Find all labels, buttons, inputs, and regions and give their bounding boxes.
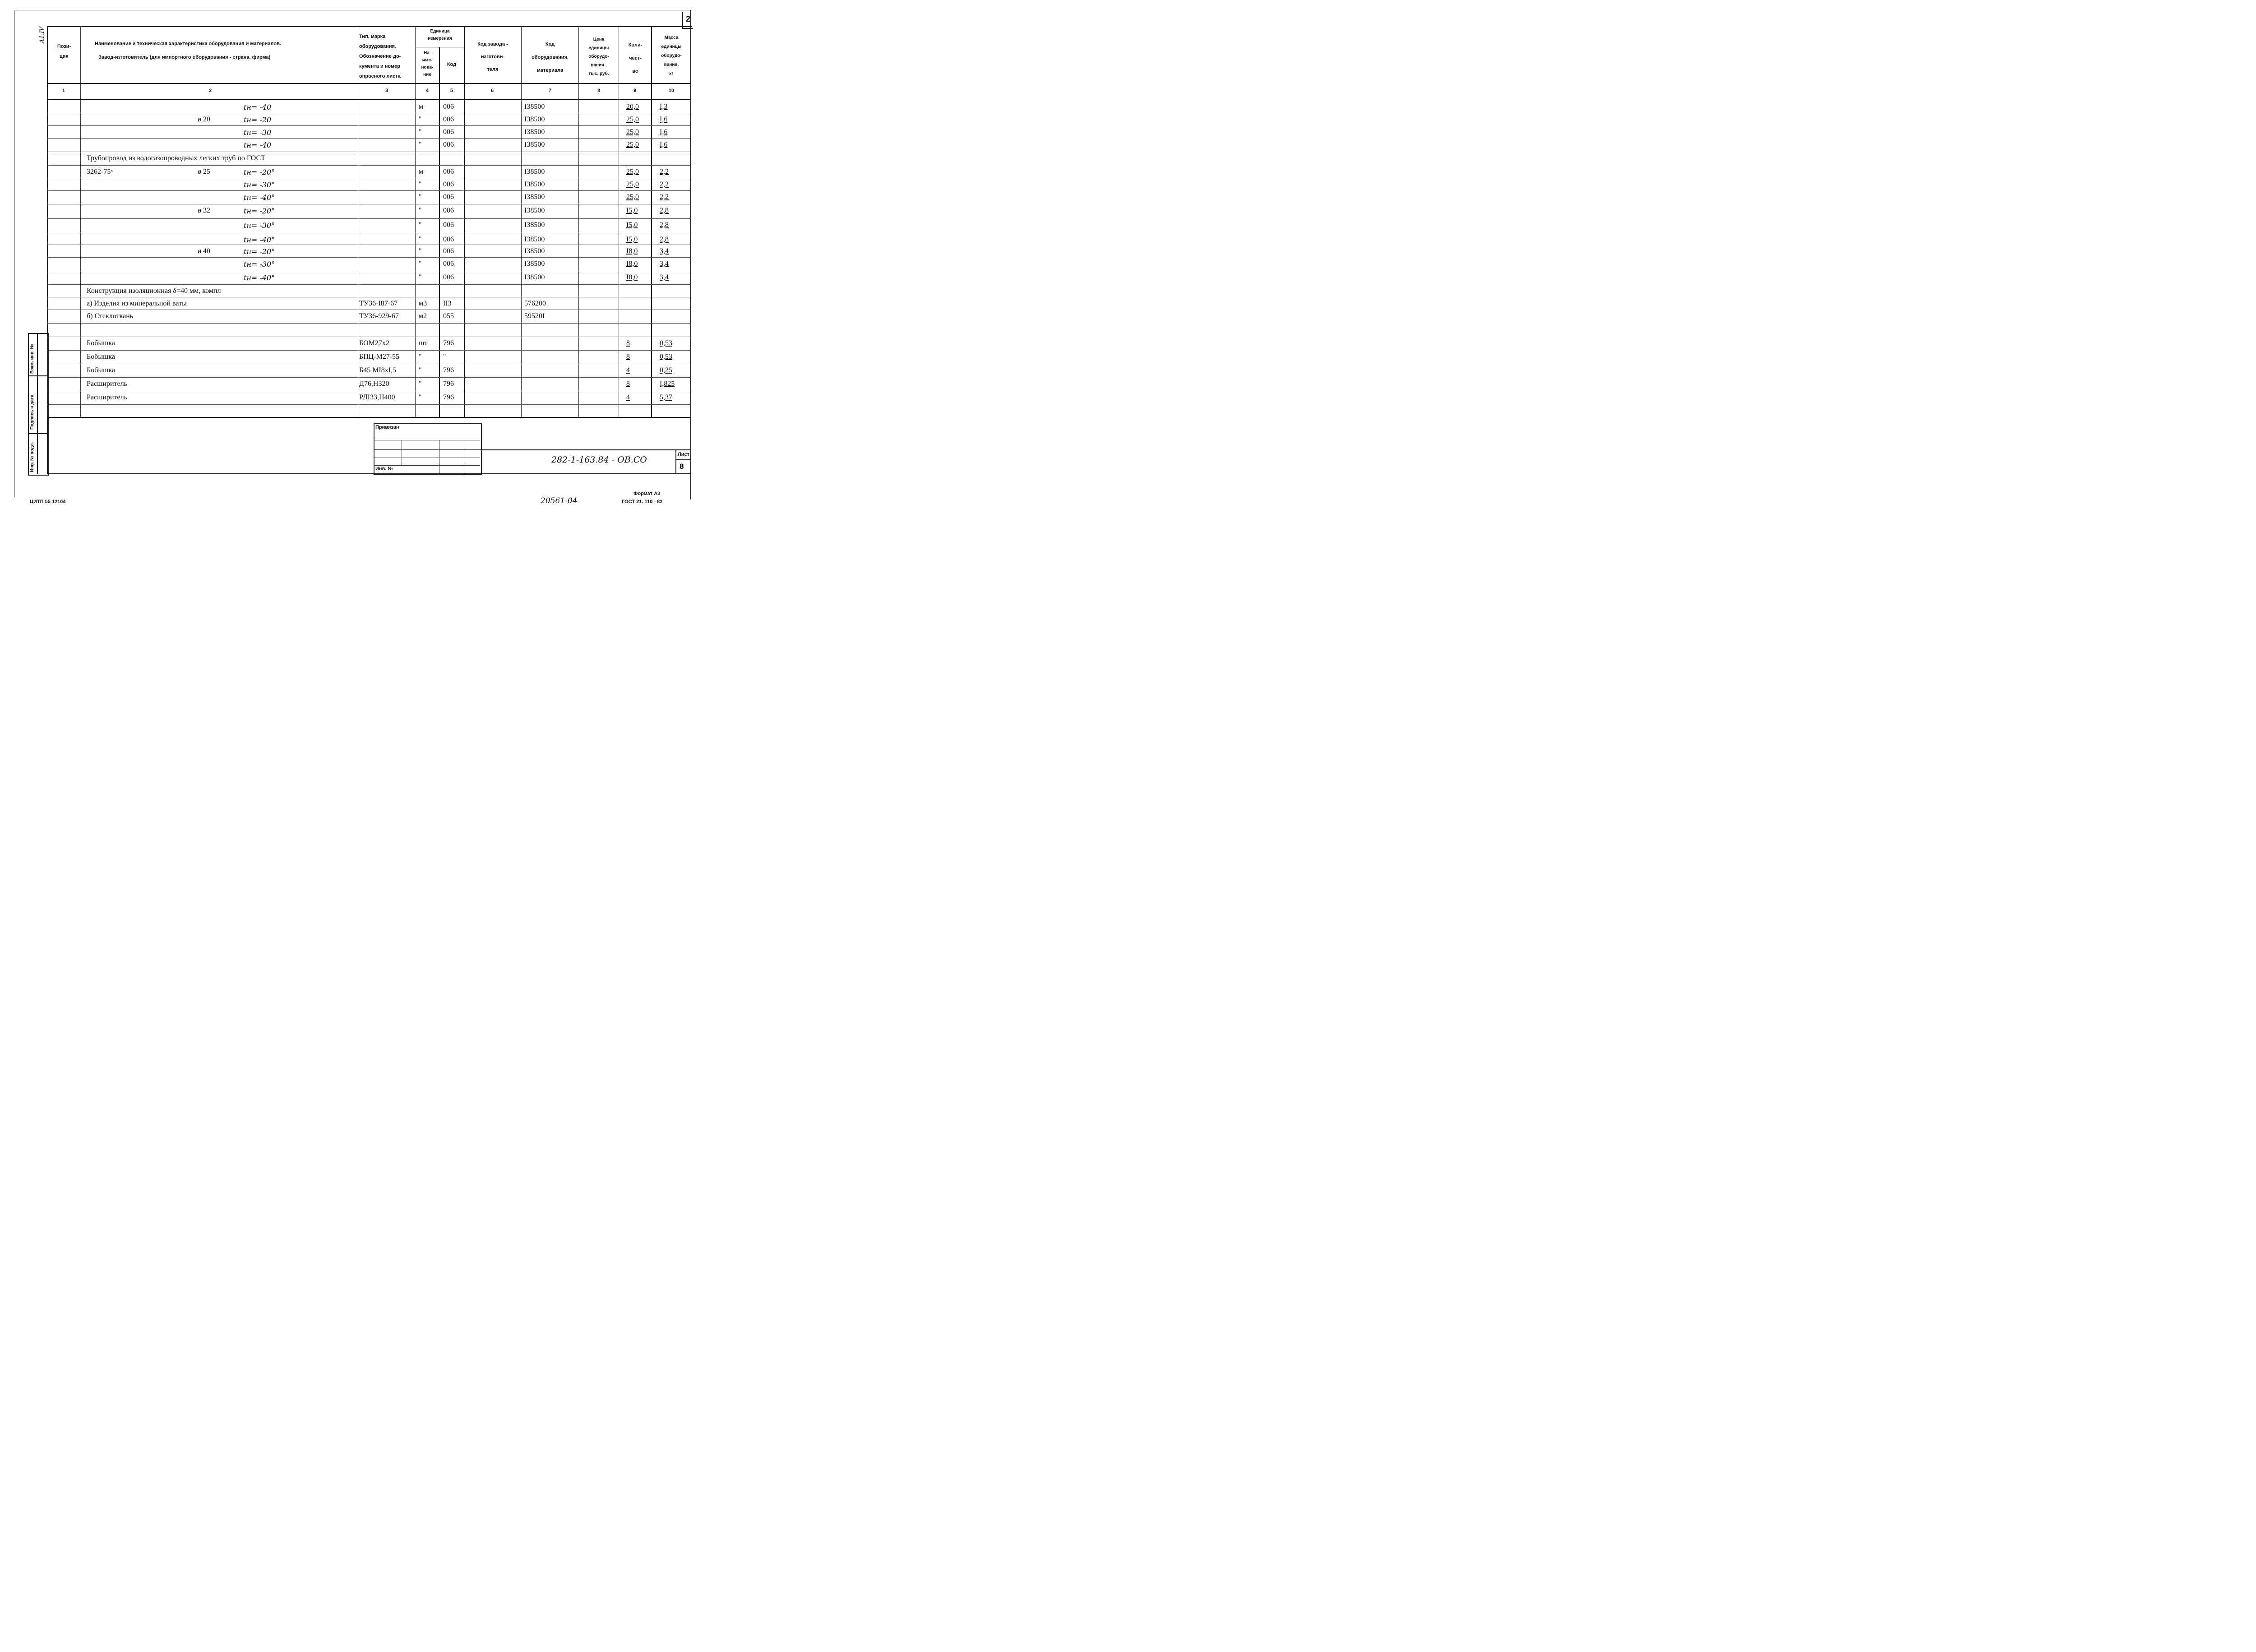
cell-unit-code: 006 (443, 260, 454, 268)
cell-material-code: I38500 (524, 168, 545, 176)
column-number: 10 (668, 88, 675, 93)
hdr-unit-code: Код (447, 62, 457, 67)
cell-unit-code: 006 (443, 247, 454, 255)
cell-name: Бобышка (87, 366, 116, 374)
h10-line: оборудо- (661, 53, 682, 58)
hdr-name-line2: Завод-изготовитель (для импортного оборудования - страна, фирма) (98, 55, 271, 60)
h8-line: единицы (588, 46, 609, 51)
cell-mass: I,825 (660, 380, 675, 388)
cell-quantity: 20,0 (626, 103, 639, 111)
cell-type: БОМ27х2 (359, 339, 389, 347)
cell-mass: I,3 (660, 103, 668, 111)
cell-type: ТУ36-929-67 (359, 312, 399, 320)
cell-unit-code: 006 (443, 103, 454, 111)
inv-no-label: Инв. № (375, 466, 393, 472)
cell-material-code: I38500 (524, 116, 545, 123)
h3-line: Тип, марка (359, 34, 386, 39)
column-number: 3 (385, 88, 388, 93)
hdr-name-line1: Наименование и техническая характеристика оборудования и материалов. (95, 41, 281, 46)
cell-quantity: I5,0 (626, 236, 638, 243)
cell-mass: 3,4 (660, 260, 669, 268)
h4-line: ние (423, 72, 431, 77)
hdr-price (579, 35, 618, 78)
cell-quantity: 25,0 (626, 180, 639, 188)
cell-name: б) Стеклоткань (87, 312, 134, 320)
cell-unit-code: " (443, 353, 446, 361)
cell-type: БПЦ-М27-55 (359, 353, 400, 361)
cell-unit-code: 006 (443, 273, 454, 281)
cell-material-code: 59520I (524, 312, 545, 320)
h3-line: Обозначение до- (359, 54, 401, 59)
cell-temperature: tн= -40 (244, 141, 272, 149)
cell-mass: I,6 (660, 128, 668, 136)
cell-unit-name: " (419, 221, 422, 229)
col-line-6 (521, 26, 522, 417)
h7-line: Код (545, 42, 555, 47)
cell-unit-name: " (419, 353, 422, 361)
cell-temperature: tн= -20° (244, 247, 275, 256)
table-bottom-line (47, 417, 691, 418)
row-divider (47, 377, 691, 378)
col-line-1 (80, 26, 81, 417)
cell-unit-name: " (419, 380, 422, 388)
hdr-material-code (522, 38, 578, 77)
cell-unit-code: 006 (443, 236, 454, 243)
h8-line: тыс. руб. (588, 71, 609, 76)
side-label-vzam: Взам. инв. № (30, 344, 35, 374)
h7-line: оборудования, (532, 55, 569, 60)
cell-material-code: I38500 (524, 207, 545, 214)
cell-name: Трубопровод из водогазопроводных легких труб по ГОСТ (87, 154, 265, 162)
cell-unit-code: 796 (443, 366, 454, 374)
cell-quantity: 25,0 (626, 128, 639, 136)
cell-diameter: ø 20 (198, 116, 210, 123)
side-stamp-line-2 (28, 433, 47, 434)
side-stamp-line-1 (28, 375, 47, 376)
column-number: 4 (425, 88, 429, 93)
hdr-position-text: Пози- ция (57, 44, 71, 59)
cell-type: Д76,Н320 (359, 380, 389, 388)
cell-unit-name: " (419, 116, 422, 123)
h10-line: вания, (664, 62, 679, 67)
cell-material-code: I38500 (524, 128, 545, 136)
cell-quantity: I8,0 (626, 273, 638, 281)
hdr-type (359, 32, 414, 81)
cell-temperature: tн= -20 (244, 116, 272, 124)
cell-material-code: I38500 (524, 236, 545, 243)
margin-stamp: А1.IV (39, 27, 46, 43)
cell-mass: 2,8 (660, 221, 669, 229)
cell-quantity: 4 (626, 393, 630, 401)
cell-unit-code: 006 (443, 116, 454, 123)
h10-line: Масса (664, 35, 679, 40)
cell-unit-name: " (419, 193, 422, 201)
format-label: Формат А3 (633, 491, 661, 496)
cell-temperature: tн= -40° (244, 236, 275, 244)
row-divider (47, 350, 691, 351)
h7-line: материала (536, 68, 564, 73)
h10-line: единицы (661, 44, 682, 49)
stamp-bottom-line (47, 473, 691, 474)
cell-quantity: 4 (626, 366, 630, 374)
row-divider (47, 190, 691, 191)
h3-line: кумента и номер (359, 64, 400, 69)
h4-line: На- (423, 51, 431, 56)
cell-mass: 0,53 (660, 339, 672, 347)
h3-line: оборудования. (359, 44, 396, 49)
cell-name: 3262-75ˣ (87, 168, 113, 176)
row-divider (47, 125, 691, 126)
cell-name: Бобышка (87, 353, 116, 361)
side-stamp-divider (37, 333, 38, 474)
cell-temperature: tн= -40 (244, 103, 272, 111)
cell-unit-code: 055 (443, 312, 454, 320)
cell-unit-code: 006 (443, 128, 454, 136)
cell-name: Бобышка (87, 339, 116, 347)
cell-quantity: 8 (626, 380, 630, 388)
row-divider (47, 257, 691, 258)
cell-unit-name: " (419, 366, 422, 374)
column-number: 2 (208, 88, 212, 93)
h9-line: во (632, 69, 638, 74)
cell-quantity: 25,0 (626, 141, 639, 148)
cell-unit-code: 006 (443, 180, 454, 188)
cell-unit-name: " (419, 393, 422, 401)
hdr-quantity (619, 39, 651, 78)
list-label: Лист (678, 452, 689, 457)
cell-type: РДI33,Н400 (359, 393, 395, 401)
h10-line: кг (669, 71, 674, 76)
row-divider (47, 218, 691, 219)
cell-material-code: I38500 (524, 103, 545, 111)
h8-line: оборудо- (588, 54, 609, 59)
cell-unit-name: м3 (419, 300, 427, 307)
cell-mass: I,6 (660, 116, 668, 123)
column-number: 7 (548, 88, 552, 93)
cell-material-code: I38500 (524, 247, 545, 255)
row-divider (47, 284, 691, 285)
column-number: 8 (597, 88, 601, 93)
cell-temperature: tн= -40° (244, 193, 275, 202)
cell-unit-name: " (419, 236, 422, 243)
cell-name: Расширитель (87, 380, 127, 388)
cell-unit-name: " (419, 273, 422, 281)
cell-quantity: I5,0 (626, 221, 638, 229)
cell-mass: 2,2 (660, 168, 669, 176)
cell-name: Конструкция изоляционная δ=40 мм, компл (87, 287, 221, 295)
hdr-unit-name (416, 50, 439, 79)
h4-line: име- (422, 58, 433, 63)
cell-unit-code: II3 (443, 300, 452, 307)
cell-mass: 0,25 (660, 366, 672, 374)
column-number: 5 (450, 88, 453, 93)
column-number: 9 (633, 88, 637, 93)
list-box-divider (675, 459, 691, 460)
col-line-7 (578, 26, 579, 417)
cell-temperature: tн= -30° (244, 180, 275, 189)
row-divider (47, 138, 691, 139)
cell-unit-name: " (419, 180, 422, 188)
cell-unit-name: м (419, 103, 424, 111)
cell-type: ТУ36-I87-67 (359, 300, 398, 307)
cell-unit-code: 006 (443, 141, 454, 148)
hdr-plant-code (465, 38, 521, 76)
h6-line: Код завода - (477, 42, 508, 47)
cell-mass: I,6 (660, 141, 668, 148)
cell-quantity: 25,0 (626, 193, 639, 201)
privyazan-label: Привязан (375, 425, 399, 430)
h6-line: изготови- (481, 54, 505, 60)
cell-quantity: 8 (626, 339, 630, 347)
cell-mass: 2,8 (660, 236, 669, 243)
cell-unit-name: " (419, 141, 422, 148)
left-trim-line (14, 10, 15, 497)
cell-quantity: 8 (626, 353, 630, 361)
cell-mass: 0,53 (660, 353, 672, 361)
cell-temperature: tн= -30° (244, 260, 275, 268)
cell-temperature: tн= -20° (244, 207, 275, 215)
document-code: 282-1-163.84 - ОВ.СО (551, 455, 647, 465)
hdr-unit-group: Единица измерения (428, 29, 452, 41)
header-bottom-line (47, 83, 691, 84)
cell-temperature: tн= -30° (244, 221, 275, 230)
cell-material-code: I38500 (524, 260, 545, 268)
row-divider (47, 165, 691, 166)
handwritten-number: 20561-04 (541, 496, 578, 505)
cell-type: Б45 МI8хI,5 (359, 366, 397, 374)
cell-unit-name: м (419, 168, 424, 176)
side-label-inv-podl: Инв. № подл. (30, 442, 35, 472)
cell-diameter: ø 40 (198, 247, 210, 255)
cell-temperature: tн= -40° (244, 273, 275, 282)
cell-unit-code: 006 (443, 221, 454, 229)
cell-material-code: I38500 (524, 193, 545, 201)
cell-unit-name: " (419, 260, 422, 268)
cell-unit-name: м2 (419, 312, 427, 320)
cell-name: Расширитель (87, 393, 127, 401)
cell-material-code: I38500 (524, 221, 545, 229)
hdr-position (48, 42, 80, 61)
side-label-podpis: Подпись и дата (30, 394, 35, 430)
h4-line: нова- (421, 65, 434, 70)
col-line-4 (439, 47, 440, 417)
cell-quantity: I8,0 (626, 260, 638, 268)
cell-quantity: I5,0 (626, 207, 638, 214)
row-divider (47, 404, 691, 405)
cell-diameter: ø 25 (198, 168, 210, 176)
cell-temperature: tн= -20° (244, 168, 275, 176)
cell-unit-code: 006 (443, 193, 454, 201)
cell-unit-name: " (419, 247, 422, 255)
cell-quantity: I8,0 (626, 247, 638, 255)
col-line-9 (651, 26, 652, 417)
h3-line: опросного листа (359, 74, 401, 79)
cell-mass: 5,37 (660, 393, 672, 401)
column-number: 1 (62, 88, 65, 93)
cell-mass: 3,4 (660, 247, 669, 255)
hdr-name (86, 39, 356, 62)
cell-mass: 2,8 (660, 207, 669, 214)
cell-unit-code: 796 (443, 380, 454, 388)
cell-unit-code: 796 (443, 339, 454, 347)
list-number: 8 (680, 462, 684, 471)
h9-line: Коли- (628, 42, 643, 48)
cell-unit-name: " (419, 128, 422, 136)
citp-code: ЦИТП 55 12104 (30, 499, 66, 504)
cell-mass: 2,2 (660, 193, 669, 201)
cell-material-code: I38500 (524, 273, 545, 281)
cell-material-code: 576200 (524, 300, 546, 307)
corner-page-number: 2 (686, 14, 691, 23)
column-number: 6 (490, 88, 494, 93)
stamp-left-line (47, 417, 48, 473)
h9-line: чест- (629, 56, 642, 61)
cell-material-code: I38500 (524, 141, 545, 148)
row-divider (47, 323, 691, 324)
cell-mass: 3,4 (660, 273, 669, 281)
hdr-mass (652, 33, 691, 79)
cell-temperature: tн= -30 (244, 128, 272, 137)
colnum-bottom-line (47, 99, 691, 100)
gost-label: ГОСТ 21. 110 - 82 (622, 499, 663, 504)
cell-mass: 2,2 (660, 180, 669, 188)
cell-quantity: 25,0 (626, 116, 639, 123)
cell-unit-code: 006 (443, 207, 454, 214)
col-line-5 (464, 26, 465, 417)
cell-name: а) Изделия из минеральной ваты (87, 300, 187, 307)
cell-quantity: 25,0 (626, 168, 639, 176)
cell-unit-code: 006 (443, 168, 454, 176)
h8-line: Цена (593, 37, 605, 42)
cell-unit-name: шт (419, 339, 428, 347)
cell-diameter: ø 32 (198, 207, 210, 214)
h6-line: теля (487, 67, 499, 72)
cell-unit-name: " (419, 207, 422, 214)
title-block-top-line (480, 449, 691, 450)
cell-material-code: I38500 (524, 180, 545, 188)
h8-line: вания , (591, 63, 607, 68)
col-line-3 (415, 26, 416, 417)
cell-unit-code: 796 (443, 393, 454, 401)
